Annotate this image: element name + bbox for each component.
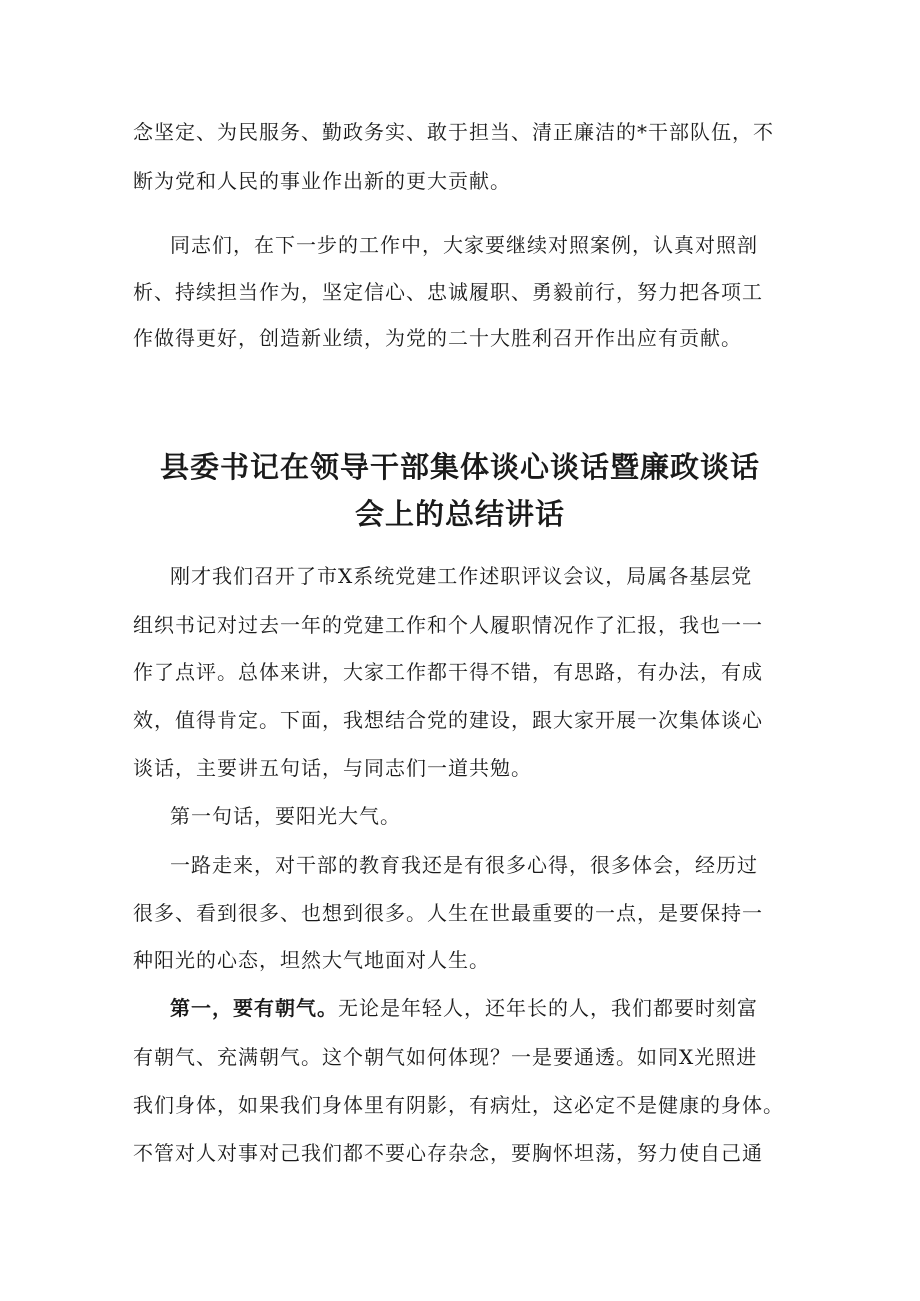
body-text: 无论是年轻人，还年长的人，我们都要时刻富 [338,996,758,1020]
body-line: 刚才我们召开了市X系统党建工作述职评议会议，局属各基层党 [170,564,753,588]
body-line: 有朝气、充满朝气。这个朝气如何体现？一是要通透。如同X光照进 [133,1045,758,1069]
section-heading: 第一句话，要阳光大气。 [170,804,401,828]
article-title: 会上的总结讲话 [354,497,565,531]
body-line: 断为党和人民的事业作出新的更大贡献。 [133,169,511,193]
body-line: 作了点评。总体来讲，大家工作都干得不错，有思路，有办法，有成 [133,660,763,684]
body-line: 不管对人对事对己我们都不要心存杂念，要胸怀坦荡，努力使自己通 [133,1141,763,1165]
body-line: 组织书记对过去一年的党建工作和个人履职情况作了汇报，我也一一 [133,613,763,637]
article-title: 县委书记在领导干部集体谈心谈话暨廉政谈话 [159,450,760,484]
body-line: 很多、看到很多、也想到很多。人生在世最重要的一点，是要保持一 [133,901,763,925]
body-line: 种阳光的心态，坦然大气地面对人生。 [133,948,490,972]
body-line: 析、持续担当作为，坚定信心、忠诚履职、勇毅前行，努力把各项工 [133,280,763,304]
body-line: 作做得更好，创造新业绩，为党的二十大胜利召开作出应有贡献。 [133,326,742,350]
body-line [170,996,920,1020]
body-line: 效，值得肯定。下面，我想结合党的建设，跟大家开展一次集体谈心 [133,708,763,732]
body-line: 念坚定、为民服务、勤政务实、敢于担当、清正廉洁的*干部队伍，不 [133,120,774,144]
body-line: 我们身体，如果我们身体里有阴影，有病灶，这必定不是健康的身体。 [133,1093,784,1117]
subheading-bold: 第一，要有朝气。 [170,996,338,1020]
body-line: 同志们，在下一步的工作中，大家要继续对照案例，认真对照剖 [170,233,758,257]
body-line: 一路走来，对干部的教育我还是有很多心得，很多体会，经历过 [170,853,758,877]
body-line: 谈话，主要讲五句话，与同志们一道共勉。 [133,756,532,780]
